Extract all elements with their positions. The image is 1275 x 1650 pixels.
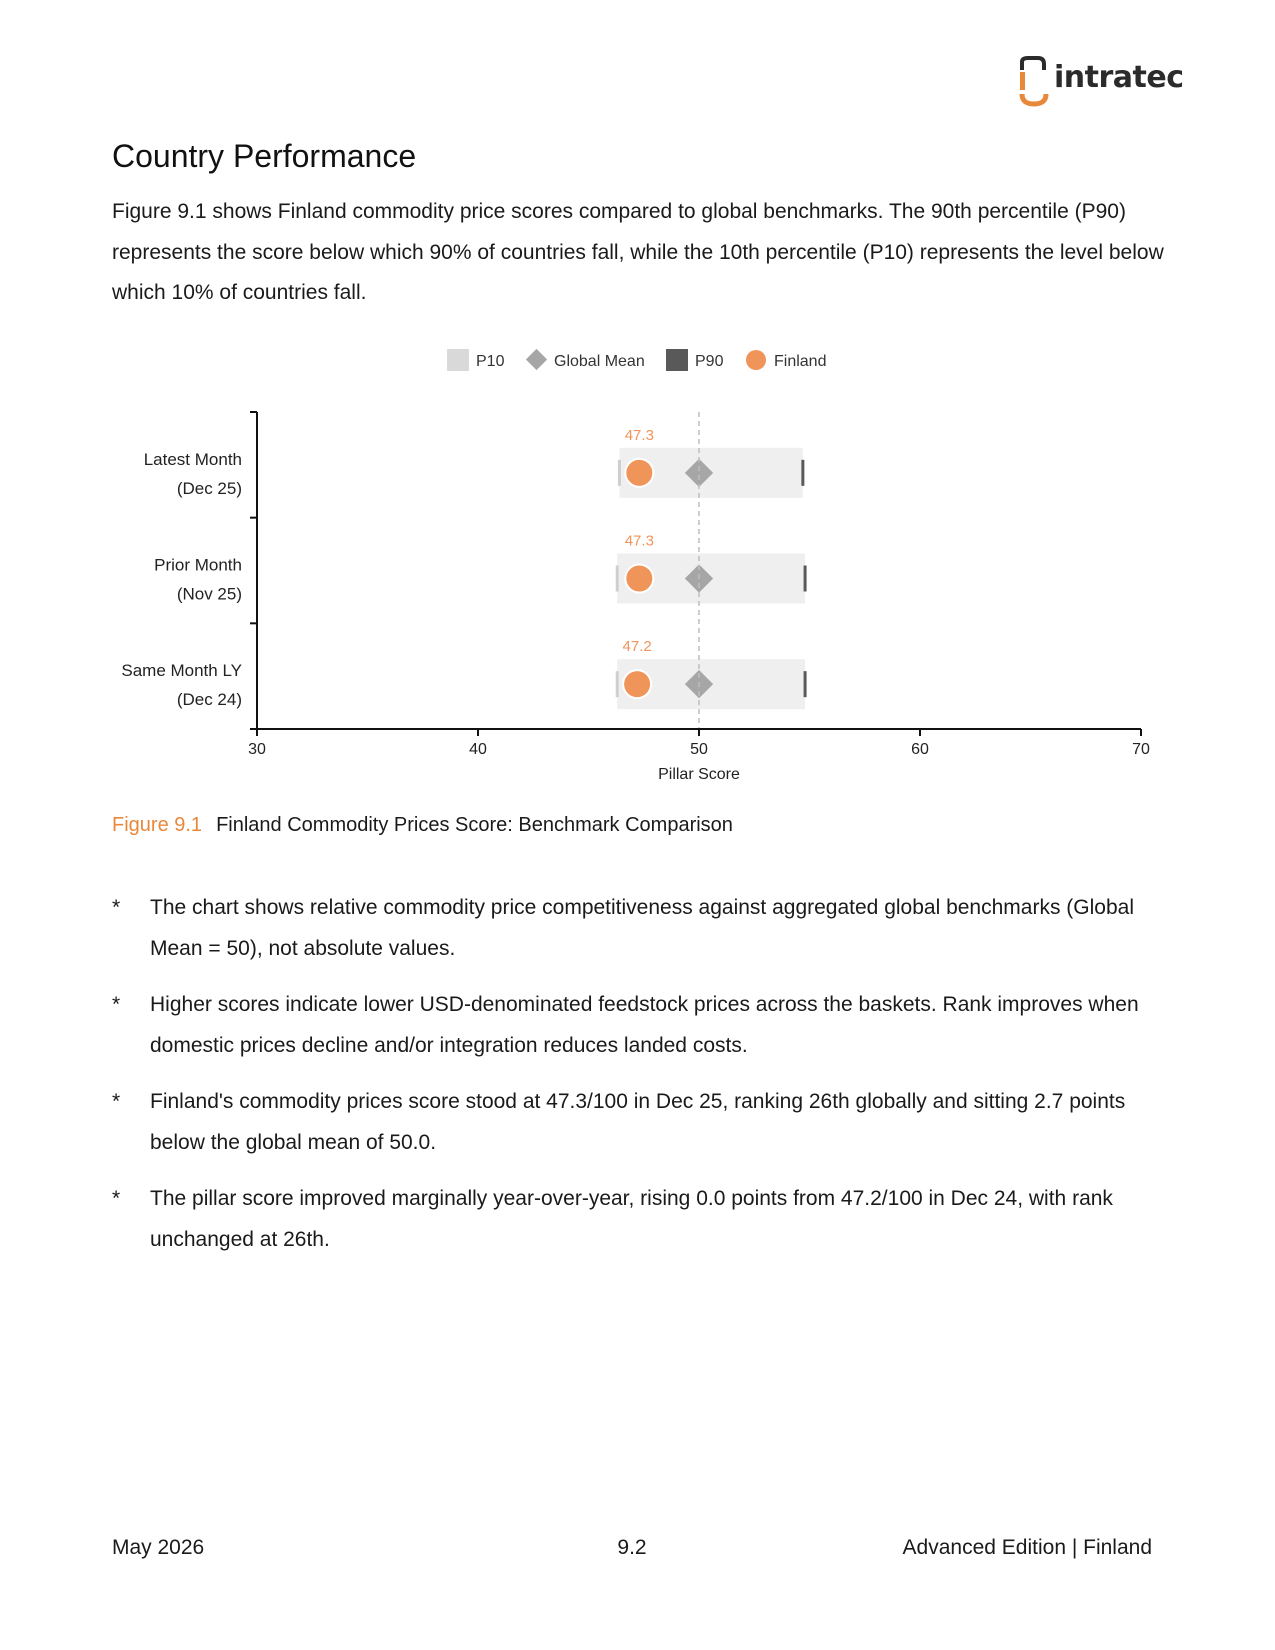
figure-title: Finland Commodity Prices Score: Benchmark Comparison (216, 814, 733, 836)
note-item (112, 985, 1174, 1066)
benchmark-chart (0, 330, 1275, 790)
row-label: Latest Month (143, 449, 242, 469)
x-tick-label: 40 (469, 741, 487, 758)
intro-paragraph: Figure 9.1 shows Finland commodity price scores compared to global benchmarks. The 90th percentile (P90) represents the score below which 90% of countries fall, while the 10th percentile (P10) represents the level below which 10% of countries fall. (112, 200, 1164, 304)
legend-label: P90 (695, 353, 724, 370)
notes-list (112, 888, 1174, 1276)
figure-number: Figure 9.1 (112, 814, 203, 836)
note-text: Higher scores indicate lower USD-denominated feedstock prices across the baskets. Rank improves when domestic prices decline and/or integration reduces landed costs. (150, 993, 1139, 1057)
legend-marker (746, 350, 766, 370)
note-bullet: * (112, 1187, 121, 1210)
legend-label: Global Mean (554, 353, 645, 370)
finland-value-label: 47.3 (624, 532, 654, 550)
note-item (112, 1082, 1174, 1163)
logo-mark-icon (1018, 56, 1058, 112)
x-tick-label: 60 (911, 741, 929, 758)
x-tick-label: 50 (690, 741, 708, 758)
logo-text: intratec (1054, 60, 1184, 95)
footer-edition: Advanced Edition | Finland (902, 1536, 1152, 1559)
finland-marker (625, 459, 653, 487)
note-bullet: * (112, 896, 121, 919)
row-label: (Dec 24) (176, 690, 242, 710)
finland-marker (623, 670, 651, 698)
row-label: (Nov 25) (176, 584, 242, 604)
note-bullet: * (112, 993, 121, 1016)
finland-marker (625, 565, 653, 593)
legend-marker (526, 349, 547, 370)
x-axis-label: Pillar Score (658, 766, 740, 783)
note-text: Finland's commodity prices score stood at 47.3/100 in Dec 25, ranking 26th globally and sitting 2.7 points below the global mean of 50.0. (150, 1090, 1126, 1154)
row-label: (Dec 25) (176, 478, 242, 498)
legend-label: P10 (476, 353, 505, 370)
finland-value-label: 47.3 (624, 426, 654, 444)
x-tick-label: 70 (1132, 741, 1150, 758)
footer-page-number: 9.2 (617, 1536, 647, 1559)
finland-value-label: 47.2 (622, 638, 652, 656)
intratec-logo (1018, 56, 1184, 112)
note-bullet: * (112, 1090, 121, 1113)
page-heading: Country Performance (112, 138, 417, 174)
legend-marker (447, 349, 469, 371)
footer-date: May 2026 (112, 1536, 205, 1559)
note-item (112, 1179, 1174, 1260)
note-text: The pillar score improved marginally year-over-year, rising 0.0 points from 47.2/100 in Dec 24, with rank unchanged at 26th. (150, 1187, 1113, 1251)
note-text: The chart shows relative commodity price competitiveness against aggregated global benchmarks (Global Mean = 50), not absolute values. (150, 896, 1134, 960)
row-label: Prior Month (154, 555, 242, 575)
figure-caption (112, 814, 733, 837)
note-item (112, 888, 1174, 969)
legend-marker (666, 349, 688, 371)
row-label: Same Month LY (121, 661, 242, 681)
x-tick-label: 30 (248, 741, 266, 758)
legend-label: Finland (774, 353, 827, 370)
